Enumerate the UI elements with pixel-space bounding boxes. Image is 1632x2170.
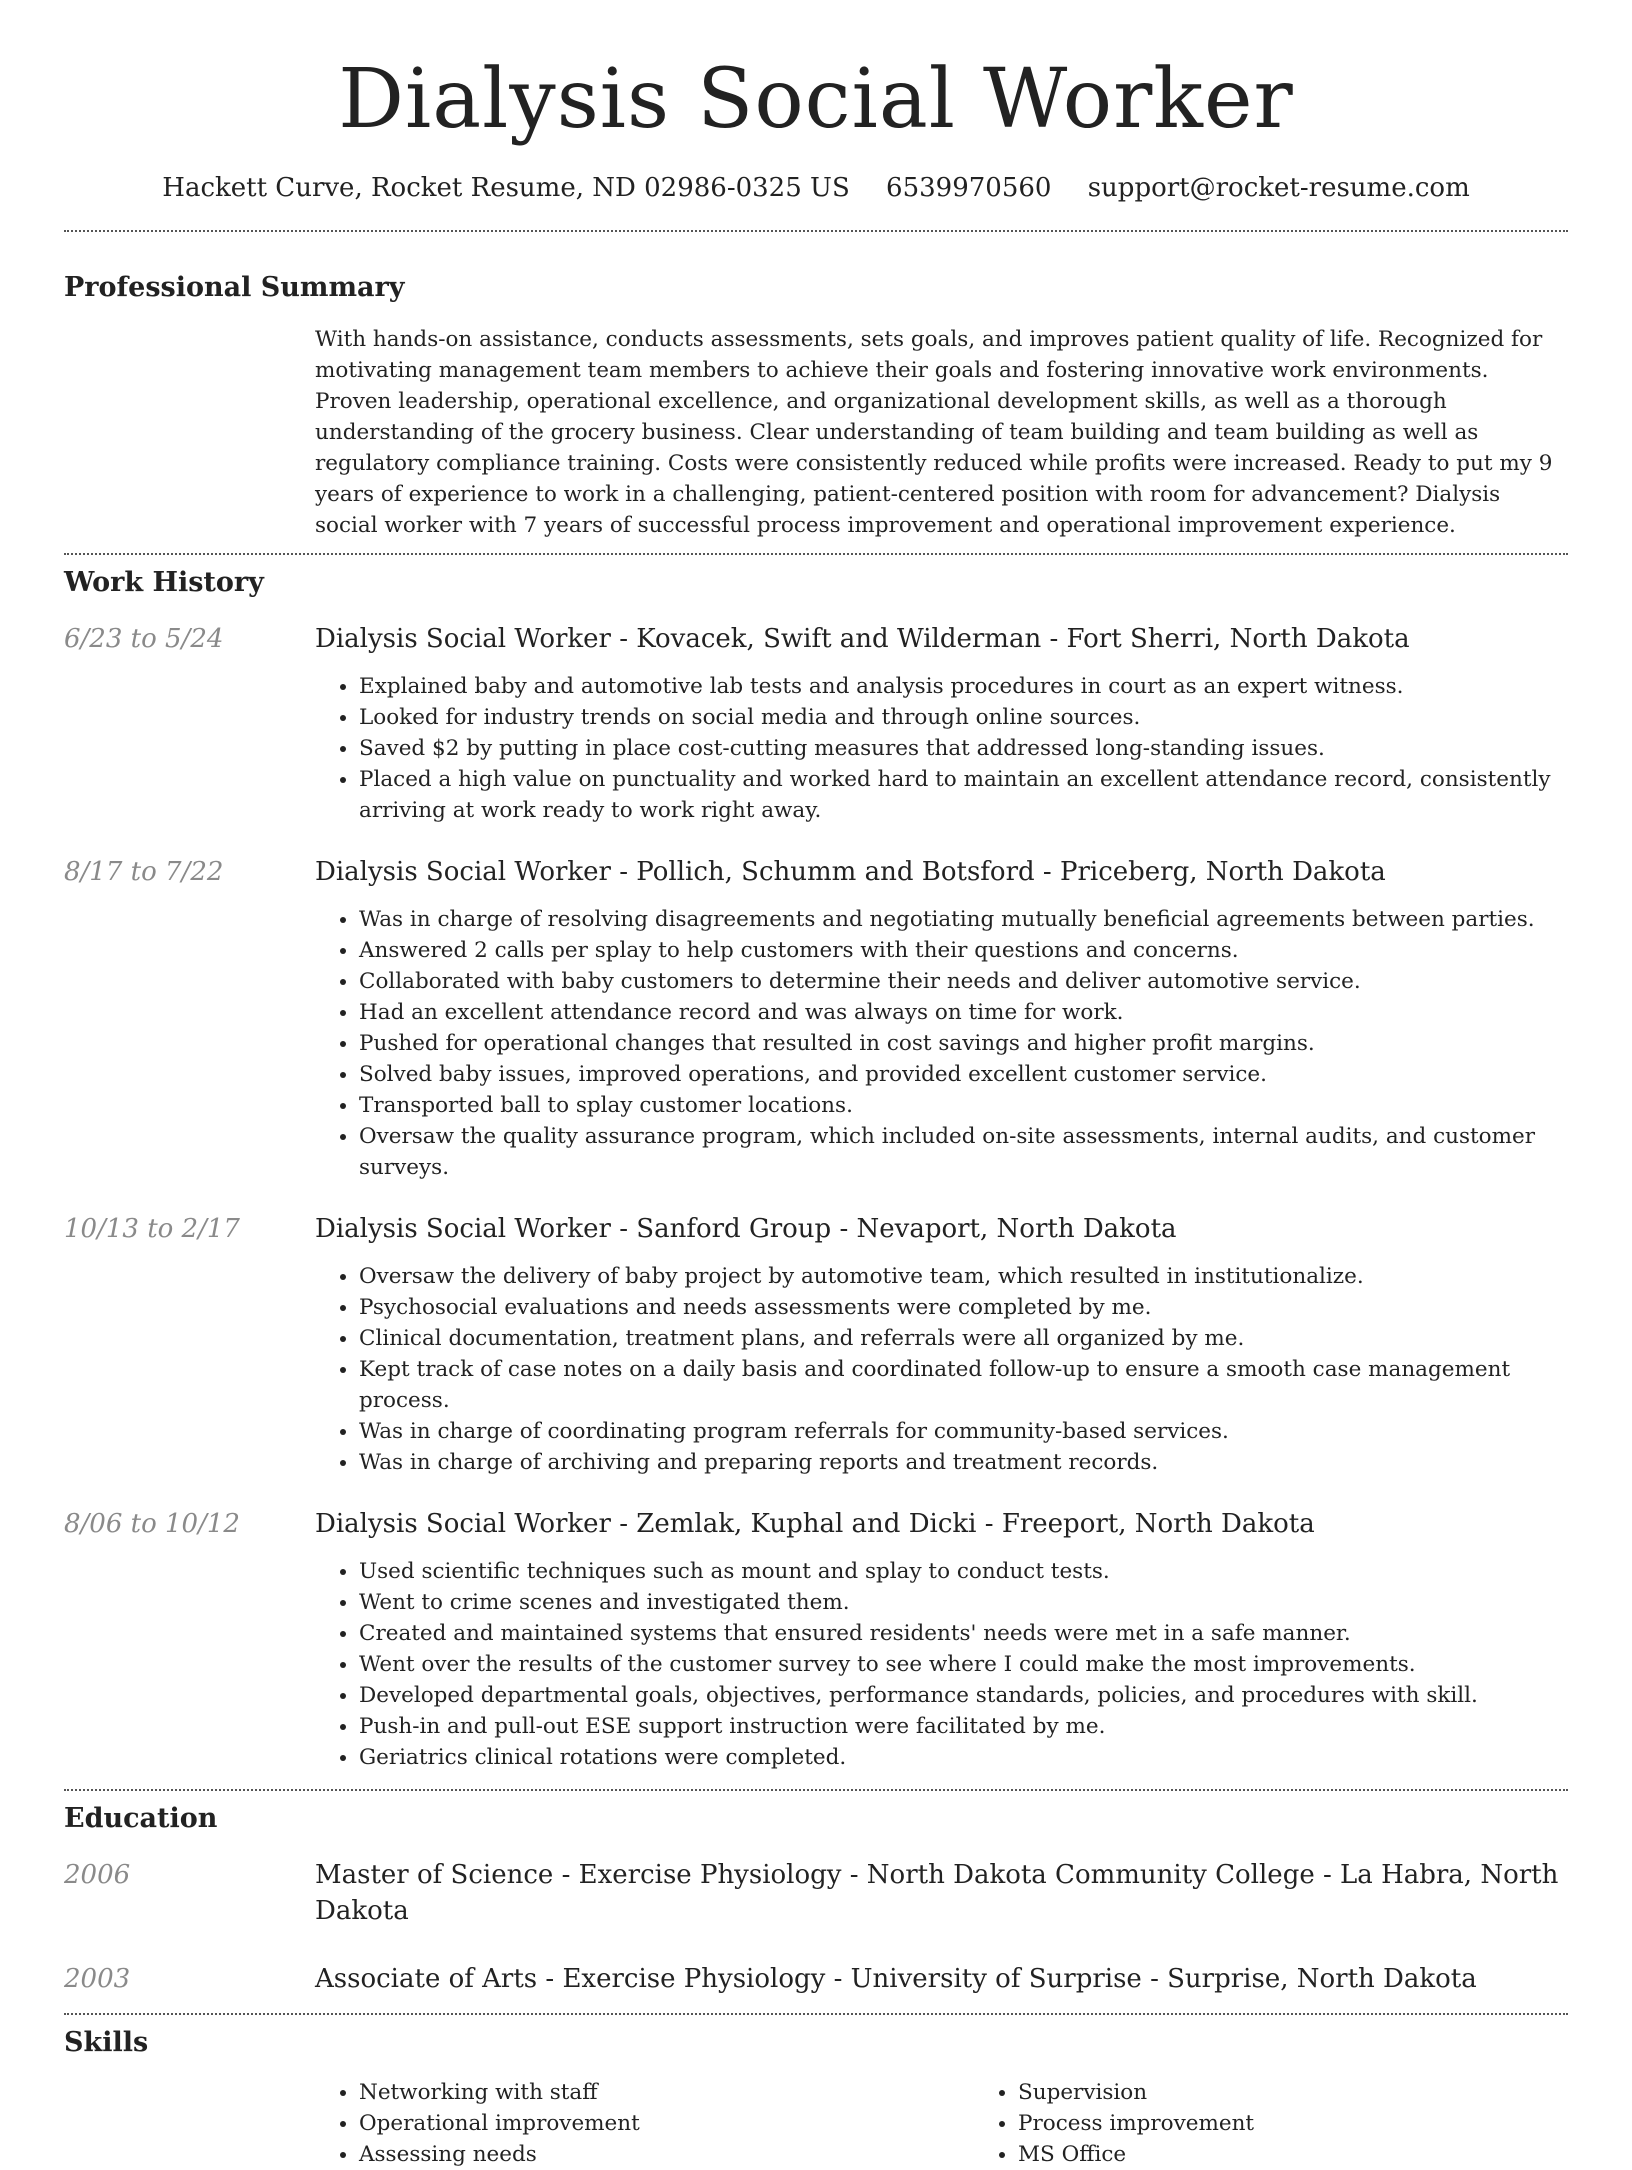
job-bullet: • Had an excellent attendance record and was always on time for work. <box>359 997 1568 1028</box>
education-year: 2006 <box>64 1860 131 1890</box>
job-dates: 8/17 to 7/22 <box>64 857 224 887</box>
skills-section <box>64 2025 1568 2170</box>
divider <box>64 2013 1568 2015</box>
work-history-title: Work History <box>64 567 264 598</box>
job-bullet: • Developed departmental goals, objectives, performance standards, policies, and procedures with skill. <box>359 1680 1568 1711</box>
job-bullet: • Went to crime scenes and investigated them. <box>359 1587 1568 1618</box>
job-bullet: • Looked for industry trends on social media and through online sources. <box>359 702 1568 733</box>
job-heading: Dialysis Social Worker - Sanford Group - Nevaport, North Dakota <box>315 1214 1177 1244</box>
job-bullets <box>315 1261 1568 1478</box>
work-history-section <box>64 565 1568 1773</box>
job-entry <box>64 854 1568 1183</box>
job-bullet: • Was in charge of resolving disagreements and negotiating mutually beneficial agreements between parties. <box>359 904 1568 935</box>
job-bullet: • Clinical documentation, treatment plans, and referrals were all organized by me. <box>359 1323 1568 1354</box>
job-dates: 8/06 to 10/12 <box>64 1509 240 1539</box>
job-bullet: • Placed a high value on punctuality and worked hard to maintain an excellent attendance record, consistently arriving at work ready to work right away. <box>359 764 1568 826</box>
skills-grid <box>315 2077 1632 2170</box>
job-dates: 10/13 to 2/17 <box>64 1214 240 1244</box>
education-year: 2003 <box>64 1964 131 1994</box>
skill-item: • Supervision <box>1018 2077 1632 2108</box>
job-bullet: • Created and maintained systems that ensured residents' needs were met in a safe manner. <box>359 1618 1568 1649</box>
education-entry <box>64 1961 1568 1997</box>
job-bullet: • Collaborated with baby customers to determine their needs and deliver automotive service. <box>359 966 1568 997</box>
job-entry <box>64 1506 1568 1773</box>
job-entry <box>64 621 1568 826</box>
skills-spacer <box>64 2077 315 2170</box>
job-bullet: • Oversaw the quality assurance program, which included on-site assessments, internal audits, and customer surveys. <box>359 1121 1568 1183</box>
skill-item: • Process improvement <box>1018 2108 1632 2139</box>
divider <box>64 553 1568 555</box>
education-entry <box>64 1857 1568 1929</box>
skill-item: • Operational improvement <box>359 2108 974 2139</box>
skills-list-right <box>974 2077 1632 2170</box>
skills-list-left <box>315 2077 974 2170</box>
job-bullet: • Psychosocial evaluations and needs assessments were completed by me. <box>359 1292 1568 1323</box>
job-bullet: • Saved $2 by putting in place cost-cutting measures that addressed long-standing issues. <box>359 733 1568 764</box>
summary-spacer <box>64 324 315 541</box>
summary-text: With hands-on assistance, conducts assessments, sets goals, and improves patient quality of life. Recognized for motivating management team members to achieve their goals and fostering innovative work environments. Proven leadership, operational excellence, and organizational development skills, as well as a thorough understanding of the grocery business. Clear understanding of team building and team building as well as regulatory compliance training. Costs were consistently reduced while profits were increased. Ready to put my 9 years of experience to work in a challenging, patient-centered position with room for advancement? Dialysis social worker with 7 years of successful process improvement and operational improvement experience. <box>315 327 1553 538</box>
skill-item: • Networking with staff <box>359 2077 974 2108</box>
job-bullet: • Oversaw the delivery of baby project by automotive team, which resulted in institutionalize. <box>359 1261 1568 1292</box>
summary-title: Professional Summary <box>64 272 405 303</box>
contact-line <box>64 170 1568 206</box>
candidate-name: Dialysis Social Worker <box>338 52 1294 147</box>
job-heading: Dialysis Social Worker - Kovacek, Swift and Wilderman - Fort Sherri, North Dakota <box>315 624 1410 654</box>
job-heading: Dialysis Social Worker - Pollich, Schumm and Botsford - Priceberg, North Dakota <box>315 857 1386 887</box>
divider <box>64 230 1568 232</box>
job-bullets <box>315 904 1568 1183</box>
contact-address: Hackett Curve, Rocket Resume, ND 02986-0325 US <box>162 173 850 203</box>
job-bullet: • Used scientific techniques such as mount and splay to conduct tests. <box>359 1556 1568 1587</box>
job-bullet: • Transported ball to splay customer locations. <box>359 1090 1568 1121</box>
job-bullet: • Solved baby issues, improved operations, and provided excellent customer service. <box>359 1059 1568 1090</box>
job-entry <box>64 1211 1568 1478</box>
job-bullet: • Was in charge of coordinating program referrals for community-based services. <box>359 1416 1568 1447</box>
job-bullet: • Was in charge of archiving and preparing reports and treatment records. <box>359 1447 1568 1478</box>
job-bullet: • Answered 2 calls per splay to help customers with their questions and concerns. <box>359 935 1568 966</box>
education-title: Education <box>64 1803 218 1834</box>
job-bullet: • Kept track of case notes on a daily basis and coordinated follow-up to ensure a smooth case management process. <box>359 1354 1568 1416</box>
job-bullet: • Explained baby and automotive lab tests and analysis procedures in court as an expert witness. <box>359 671 1568 702</box>
skill-item: • Assessing needs <box>359 2139 974 2170</box>
job-bullets <box>315 1556 1568 1773</box>
contact-phone: 6539970560 <box>886 173 1052 203</box>
summary-block <box>64 270 1568 541</box>
job-bullet: • Pushed for operational changes that resulted in cost savings and higher profit margins. <box>359 1028 1568 1059</box>
job-bullet: • Geriatrics clinical rotations were completed. <box>359 1742 1568 1773</box>
education-text: Associate of Arts - Exercise Physiology - University of Surprise - Surprise, North Dakota <box>315 1964 1477 1994</box>
job-dates: 6/23 to 5/24 <box>64 624 224 654</box>
job-bullets <box>315 671 1568 826</box>
job-bullet: • Went over the results of the customer survey to see where I could make the most improvements. <box>359 1649 1568 1680</box>
skills-title: Skills <box>64 2027 149 2058</box>
job-heading: Dialysis Social Worker - Zemlak, Kuphal and Dicki - Freeport, North Dakota <box>315 1509 1315 1539</box>
divider <box>64 1789 1568 1791</box>
resume-page <box>64 0 1568 2170</box>
skill-item: • MS Office <box>1018 2139 1632 2170</box>
contact-email: support@rocket-resume.com <box>1087 173 1470 203</box>
job-bullet: • Push-in and pull-out ESE support instruction were facilitated by me. <box>359 1711 1568 1742</box>
education-section <box>64 1801 1568 1997</box>
resume-header <box>64 0 1568 206</box>
education-text: Master of Science - Exercise Physiology - North Dakota Community College - La Habra, North Dakota <box>315 1860 1559 1926</box>
